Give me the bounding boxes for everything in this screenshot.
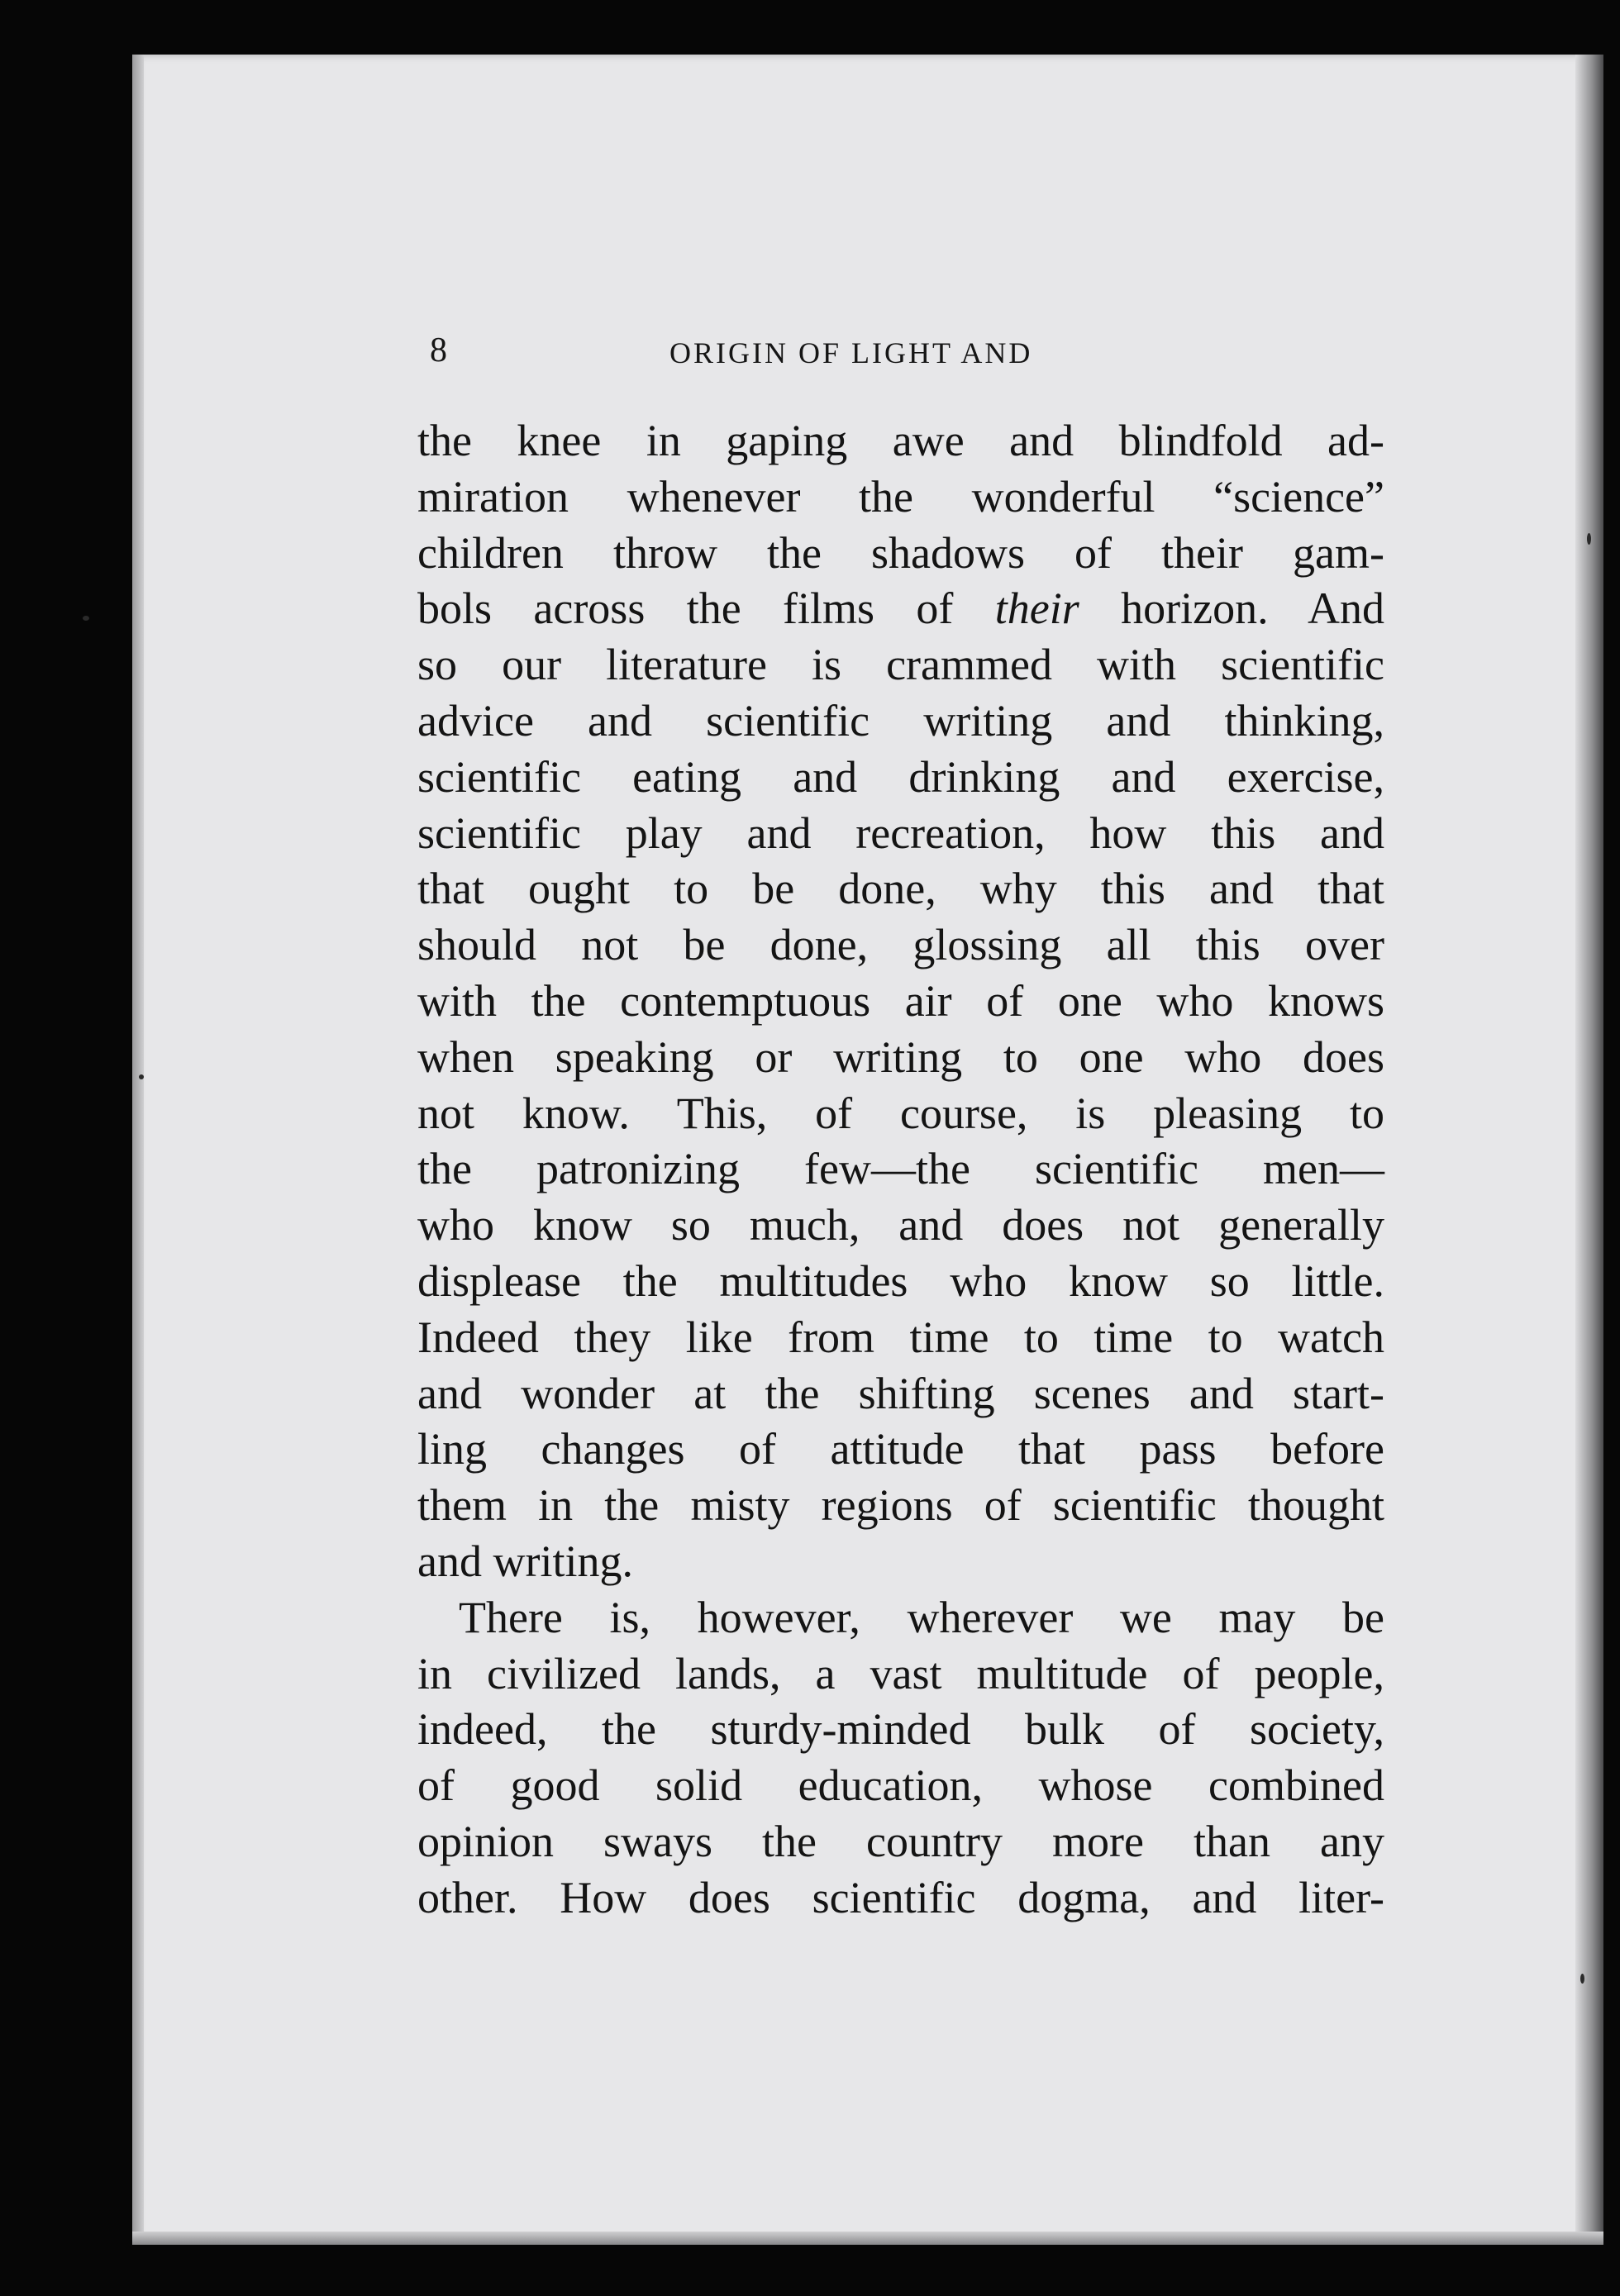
scan-speck [1587,533,1591,545]
scan-speck [83,616,89,621]
text-line: and wonder at the shifting scenes and start- [417,1368,1384,1418]
emphasis: their [994,584,1079,634]
text-line: miration whenever the wonderful “science” [417,471,1384,522]
text-line: scientific play and recreation, how this and [417,807,1384,858]
page-header [430,331,1372,380]
text-line: There is, however, wherever we may be [459,1592,1384,1642]
text-line: children throw the shadows of their gam- [417,527,1384,578]
text-line: them in the misty regions of scientific thought [417,1480,1384,1531]
text-line: so our literature is crammed with scientific [417,640,1384,690]
text-line: the knee in gaping awe and blindfold ad- [417,416,1384,465]
text-line: should not be done, glossing all this over [417,920,1384,970]
text-line: other. How does scientific dogma, and liter- [417,1872,1384,1922]
running-head: ORIGIN OF LIGHT AND [669,336,1033,369]
text-line: the patronizing few—the scientific men— [417,1144,1384,1194]
page-right-edge [1575,55,1603,2245]
text-line: not know. This, of course, is pleasing to [417,1088,1384,1138]
text-line: scientific eating and drinking and exercise, [417,751,1384,802]
scan-speck [139,1074,144,1079]
text-line: bols across the films of their horizon. And [417,584,1384,634]
text-line: when speaking or writing to one who does [417,1031,1384,1082]
text-line: opinion sways the country more than any [417,1816,1384,1866]
text-line: that ought to be done, why this and that [417,864,1384,914]
page-bottom-edge [132,2232,1603,2245]
text-line: who know so much, and does not generally [417,1200,1384,1250]
scan-speck [1580,1974,1584,1984]
text-line: Indeed they like from time to time to watch [417,1312,1384,1362]
page-number: 8 [430,331,447,369]
text-line: advice and scientific writing and thinking, [417,695,1384,745]
body-text [417,413,1384,1927]
text-line: of good solid education, whose combined [417,1760,1384,1811]
text-line: and writing. [417,1536,633,1586]
text-line: indeed, the sturdy-minded bulk of society, [417,1704,1384,1755]
page-left-edge [132,55,144,2245]
text-line: displease the multitudes who know so little. [417,1255,1384,1306]
paragraph-1 [417,413,1384,1590]
text-line: in civilized lands, a vast multitude of people, [417,1648,1384,1698]
text-line: with the contemptuous air of one who knows [417,975,1384,1026]
paragraph-2 [417,1590,1384,1927]
text-line: ling changes of attitude that pass before [417,1424,1384,1474]
